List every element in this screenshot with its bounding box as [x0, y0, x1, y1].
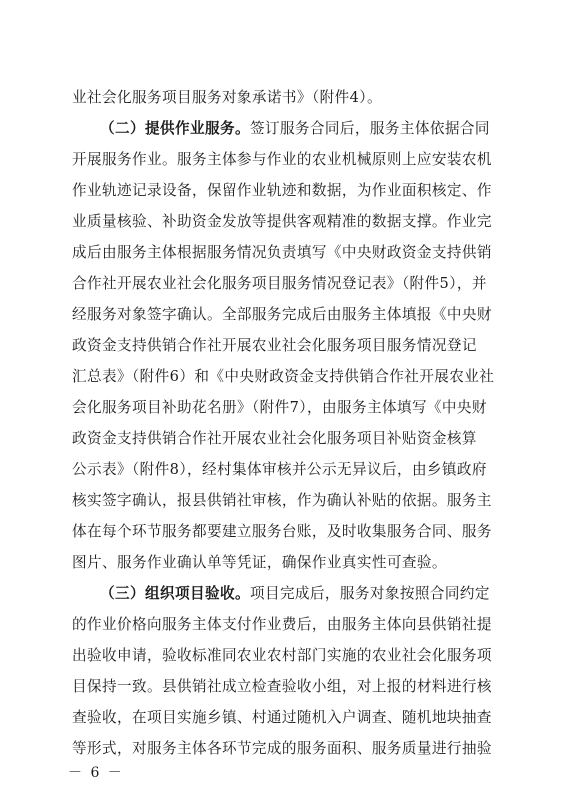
text-line: 的作业价格向服务主体支付作业费后，由服务主体向县供销社提 [72, 616, 492, 633]
text-line: 等形式，对服务主体各环节完成的服务面积、服务质量进行抽验 [72, 740, 492, 757]
text-line: 开展服务作业。服务主体参与作业的农业机械原则上应安装农机 [72, 151, 492, 168]
section-heading: （三）组织项目验收。 [100, 585, 250, 602]
text-line: 业质量核验、补助资金发放等提供客观精准的数据支撑。作业完 [72, 213, 492, 230]
text-line: 核实签字确认，报县供销社审核，作为确认补贴的依据。服务主 [72, 492, 492, 509]
text-line: 出验收申请，验收标准同农业农村部门实施的农业社会化服务项 [72, 647, 492, 664]
text-line: 目保持一致。县供销社成立检查验收小组，对上报的材料进行核 [72, 678, 492, 695]
text-line: 成后由服务主体根据服务情况负责填写《中央财政资金支持供销 [72, 244, 492, 261]
section-heading: （二）提供作业服务。 [100, 120, 250, 137]
text-line: 作业轨迹记录设备，保留作业轨迹和数据，为作业面积核定、作 [72, 182, 492, 199]
page-number: － 6 － [68, 765, 124, 781]
text-line: 体在每个环节服务都要建立服务台账，及时收集服务合同、服务 [72, 523, 492, 540]
text-line: 查验收，在项目实施乡镇、村通过随机入户调查、随机地块抽查 [72, 709, 492, 726]
text-line: 业社会化服务项目服务对象承诺书》（附件4）。 [72, 89, 382, 106]
text-line [100, 119, 490, 139]
text-line: 公示表》（附件8），经村集体审核并公示无异议后，由乡镇政府 [72, 461, 487, 478]
text-line [100, 584, 490, 604]
text-line: 图片、服务作业确认单等凭证，确保作业真实性可查验。 [72, 554, 447, 571]
text-line: 汇总表》（附件6）和《中央财政资金支持供销合作社开展农业社 [72, 368, 495, 385]
text-line: 合作社开展农业社会化服务项目服务情况登记表》（附件5），并 [72, 275, 487, 292]
text-line: 政资金支持供销合作社开展农业社会化服务项目服务情况登记 [72, 337, 477, 354]
section-text: 签订服务合同后，服务主体依据合同 [249, 120, 490, 137]
text-line: 政资金支持供销合作社开展农业社会化服务项目补贴资金核算 [72, 430, 477, 447]
text-line: 经服务对象签字确认。全部服务完成后由服务主体填报《中央财 [72, 306, 492, 323]
text-line: 会化服务项目补助花名册》（附件7），由服务主体填写《中央财 [72, 399, 487, 416]
section-text: 项目完成后，服务对象按照合同约定 [249, 585, 490, 602]
